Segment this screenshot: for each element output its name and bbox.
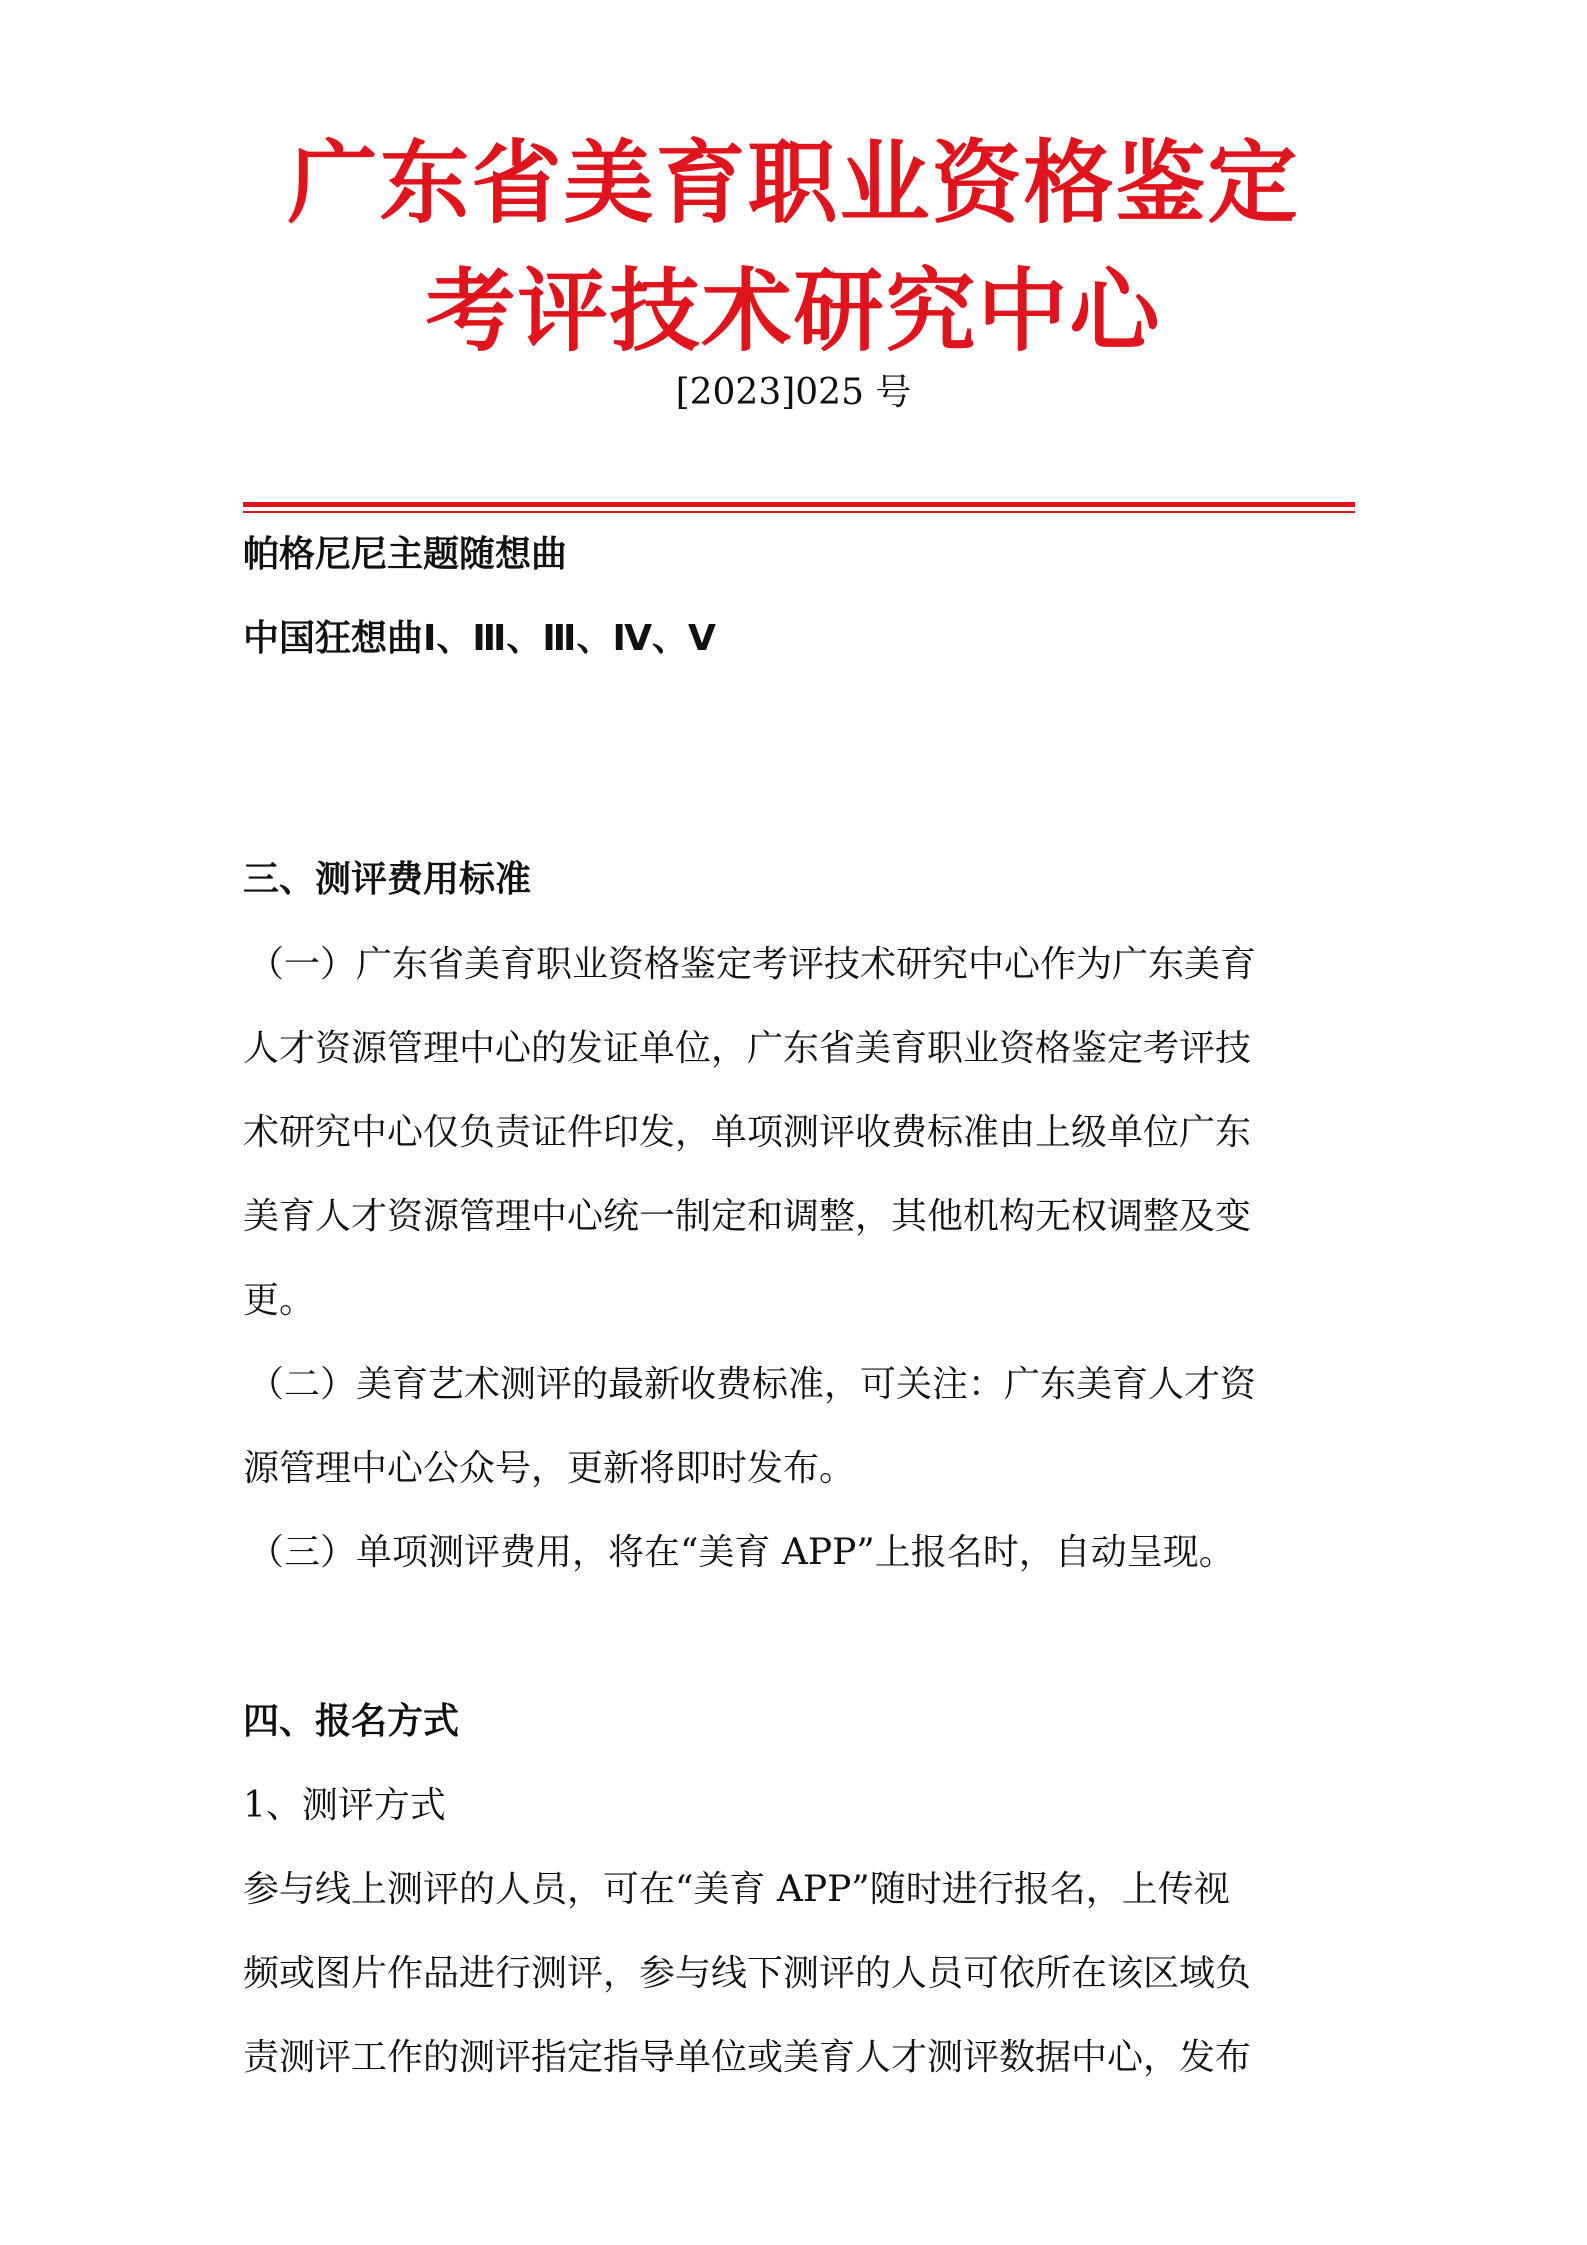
masthead-title-line-1: 广东省美育职业资格鉴定 bbox=[287, 131, 1300, 236]
section-3-para-1-line: 术研究中心仅负责证件印发，单项测评收费标准由上级单位广东 bbox=[243, 1112, 1252, 1153]
header-divider-thin bbox=[243, 511, 1355, 513]
section-3-para-1-line: 人才资源管理中心的发证单位，广东省美育职业资格鉴定考评技 bbox=[243, 1028, 1252, 1069]
section-4-subheading: 1、测评方式 bbox=[243, 1785, 446, 1826]
section-3-para-1-line: 更。 bbox=[243, 1280, 316, 1321]
section-3-para-1-line: 美育人才资源管理中心统一制定和调整，其他机构无权调整及变 bbox=[243, 1196, 1252, 1237]
section-3-para-2-line: （二）美育艺术测评的最新收费标准，可关注：广东美育人才资 bbox=[248, 1364, 1257, 1405]
section-3-para-1-line: （一）广东省美育职业资格鉴定考评技术研究中心作为广东美育 bbox=[248, 944, 1257, 985]
section-4-para-line: 频或图片作品进行测评，参与线下测评的人员可依所在该区域负 bbox=[243, 1953, 1252, 1994]
masthead-title-line-2: 考评技术研究中心 bbox=[425, 259, 1162, 364]
section-3-para-2-line: 源管理中心公众号，更新将即时发布。 bbox=[243, 1448, 856, 1489]
section-4-heading: 四、报名方式 bbox=[243, 1701, 460, 1742]
masthead bbox=[0, 120, 1587, 376]
work-title-1: 帕格尼尼主题随想曲 bbox=[243, 534, 568, 575]
section-4-para-line: 参与线上测评的人员，可在“美育 APP”随时进行报名，上传视 bbox=[243, 1869, 1230, 1910]
work-title-2: 中国狂想曲Ⅰ、Ⅲ、Ⅲ、Ⅳ、Ⅴ bbox=[243, 618, 716, 659]
section-3-heading: 三、测评费用标准 bbox=[243, 859, 532, 900]
section-3-para-3-line: （三）单项测评费用，将在“美育 APP”上报名时，自动呈现。 bbox=[248, 1532, 1235, 1573]
section-4-para-line: 责测评工作的测评指定指导单位或美育人才测评数据中心，发布 bbox=[243, 2037, 1252, 2078]
header-divider-thick bbox=[243, 502, 1355, 507]
document-number: [2023]025 号 bbox=[675, 372, 912, 413]
